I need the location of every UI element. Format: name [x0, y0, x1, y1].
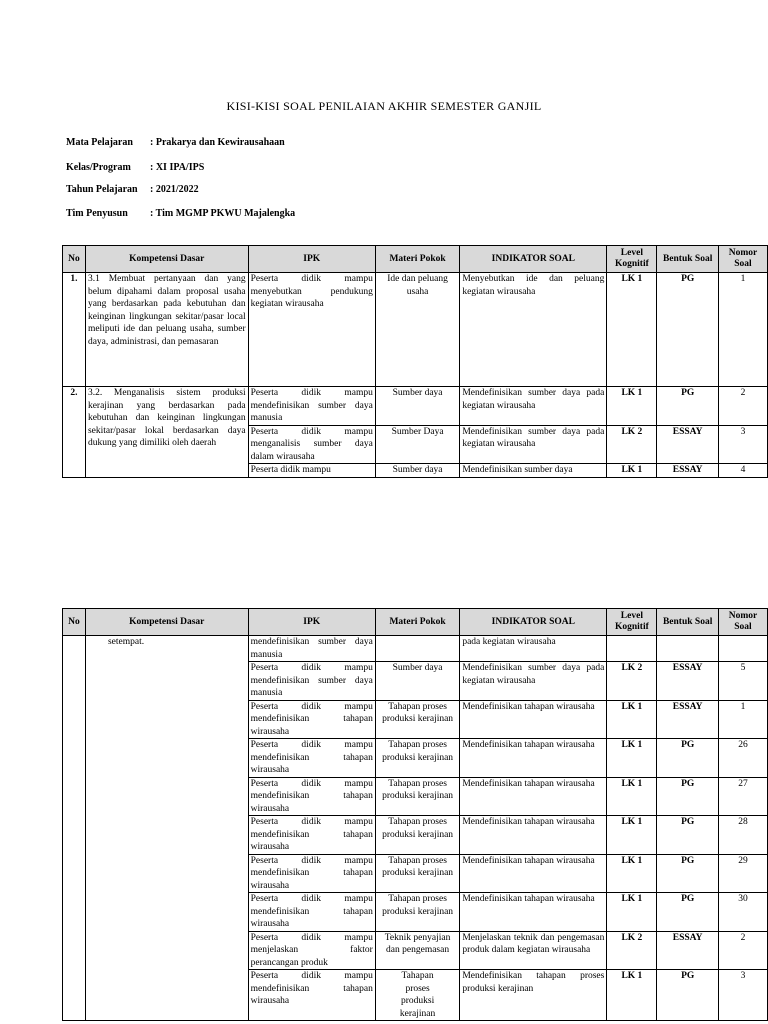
indikator-text: Mendefinisikan sumber daya [462, 465, 573, 475]
cell-nomor [718, 636, 767, 662]
meta-subject: Mata Pelajaran : Prakarya dan Kewirausahaan [66, 137, 285, 148]
cell-materi: Tahapan proses produksi kerajinan [375, 854, 459, 893]
cell-nomor: 3 [718, 425, 767, 464]
cell-indikator: Mendefinisikan tahapan wirausaha [460, 816, 607, 855]
cell-kd [85, 636, 248, 1021]
cell-materi: Tahapan proses produksi kerajinan [375, 739, 459, 778]
cell-ipk: Peserta didik mampu mendefinisikan tahapan wirausaha [248, 893, 375, 932]
cell-bentuk: PG [657, 816, 719, 855]
cell-ipk: Peserta didik mampu mendefinisikan tahapan wirausaha [248, 700, 375, 739]
table-header-row [63, 246, 768, 273]
cell-level: LK 2 [607, 425, 657, 464]
cell-level: LK 1 [607, 700, 657, 739]
cell-materi: Sumber daya [375, 464, 459, 478]
header-no: No [63, 246, 86, 273]
cell-ipk: mendefinisikan sumber daya manusia [248, 636, 375, 662]
header-nomor: Nomor Soal [718, 246, 767, 273]
cell-indikator: Mendefinisikan sumber daya pada kegiatan wirausaha [460, 425, 607, 464]
cell-materi: Sumber daya [375, 662, 459, 701]
cell-level: LK 1 [607, 387, 657, 426]
grid-table-page1 [62, 245, 768, 478]
document-title: KISI-KISI SOAL PENILAIAN AKHIR SEMESTER GANJIL [226, 99, 542, 113]
header-level: Level Kognitif [607, 246, 657, 273]
cell-nomor: 1 [718, 700, 767, 739]
cell-ipk: Peserta didik mampu menyebutkan pendukung kegiatan wirausaha [248, 273, 375, 387]
meta-class: Kelas/Program : XI IPA/IPS [66, 162, 205, 173]
cell-level: LK 1 [607, 739, 657, 778]
cell-indikator: Mendefinisikan tahapan proses produksi kerajinan [460, 970, 607, 1021]
header-bentuk: Bentuk Soal [657, 609, 719, 636]
cell-materi: Tahapan proses produksi kerajinan [375, 777, 459, 816]
cell-level: LK 2 [607, 662, 657, 701]
cell-indikator: Mendefinisikan tahapan wirausaha [460, 700, 607, 739]
cell-materi: Teknik penyajian dan pengemasan [375, 931, 459, 970]
ipk-text: Peserta didik mampu [250, 465, 331, 475]
cell-bentuk: PG [657, 854, 719, 893]
cell-nomor: 2 [718, 387, 767, 426]
cell-bentuk: PG [657, 739, 719, 778]
cell-level: LK 1 [607, 970, 657, 1021]
cell-no: 1. [63, 273, 86, 387]
cell-no [63, 636, 86, 1021]
cell-nomor: 1 [718, 273, 767, 387]
cell-materi [375, 636, 459, 662]
header-kd: Kompetensi Dasar [85, 609, 248, 636]
cell-bentuk: ESSAY [657, 700, 719, 739]
cell-ipk: Peserta didik mampu mendefinisikan tahapan wirausaha [248, 777, 375, 816]
header-bentuk: Bentuk Soal [657, 246, 719, 273]
header-materi: Materi Pokok [375, 609, 459, 636]
cell-nomor: 26 [718, 739, 767, 778]
header-indikator: INDIKATOR SOAL [460, 246, 607, 273]
cell-level: LK 1 [607, 273, 657, 387]
cell-level: LK 2 [607, 931, 657, 970]
cell-level: LK 1 [607, 816, 657, 855]
meta-team: Tim Penyusun : Tim MGMP PKWU Majalengka [66, 208, 296, 219]
cell-materi: Sumber Daya [375, 425, 459, 464]
cell-materi: Sumber daya [375, 387, 459, 426]
cell-bentuk: PG [657, 970, 719, 1021]
cell-indikator: Menjelaskan teknik dan pengemasan produk dalam kegiatan wirausaha [460, 931, 607, 970]
cell-ipk: Peserta didik mampu menganalisis sumber daya dalam wirausaha [248, 425, 375, 464]
cell-indikator: Mendefinisikan tahapan wirausaha [460, 739, 607, 778]
kd-text: 3.2. Menganalisis sistem produksi kerajinan yang berdasarkan pada kebutuhan dan keinginan lingkungan sekitar/pasar lokal berdasarkan daya dukung yang dimiliki oleh daerah [87, 388, 246, 448]
table-row [63, 273, 768, 387]
header-level: Level Kognitif [607, 609, 657, 636]
cell-indikator: pada kegiatan wirausaha [460, 636, 607, 662]
cell-indikator: Mendefinisikan tahapan wirausaha [460, 777, 607, 816]
cell-materi: Tahapan proses produksi kerajinan [375, 816, 459, 855]
cell-bentuk [657, 636, 719, 662]
cell-indikator: Mendefinisikan sumber daya pada kegiatan wirausaha [460, 662, 607, 701]
cell-indikator: Mendefinisikan tahapan wirausaha [460, 854, 607, 893]
cell-ipk: Peserta didik mampu mendefinisikan tahapan wirausaha [248, 854, 375, 893]
cell-ipk: Peserta didik mampu mendefinisikan sumber daya manusia [248, 387, 375, 426]
cell-no: 2. [63, 387, 86, 478]
grid-table-page2 [62, 608, 768, 1021]
cell-bentuk: ESSAY [657, 425, 719, 464]
header-materi: Materi Pokok [375, 246, 459, 273]
cell-nomor: 29 [718, 854, 767, 893]
cell-level [607, 636, 657, 662]
cell-bentuk: PG [657, 777, 719, 816]
header-indikator: INDIKATOR SOAL [460, 609, 607, 636]
cell-indikator: Menyebutkan ide dan peluang kegiatan wirausaha [460, 273, 607, 387]
cell-indikator: Mendefinisikan tahapan wirausaha [460, 893, 607, 932]
cell-indikator [460, 464, 607, 478]
header-no: No [63, 609, 86, 636]
cell-kd [85, 387, 248, 478]
cell-bentuk: PG [657, 387, 719, 426]
cell-nomor: 30 [718, 893, 767, 932]
cell-level: LK 1 [607, 464, 657, 478]
cell-ipk [248, 464, 375, 478]
cell-level: LK 1 [607, 777, 657, 816]
header-ipk: IPK [248, 609, 375, 636]
header-nomor: Nomor Soal [718, 609, 767, 636]
cell-ipk: Peserta didik mampu menjelaskan faktor perancangan produk [248, 931, 375, 970]
cell-materi: Tahapan proses produksi kerajinan [375, 893, 459, 932]
cell-level: LK 1 [607, 854, 657, 893]
cell-kd: 3.1 Membuat pertanyaan dan yang belum dipahami dalam proposal usaha yang berdasarkan pada kebutuhan dan keinginan lingkungan sekitar/pasar local meliputi ide dan peluang usaha, sumber daya, administrasi, dan pemasaran [85, 273, 248, 387]
kd-continuation: setempat. [107, 637, 145, 647]
cell-ipk: Peserta didik mampu mendefinisikan tahapan wirausaha [248, 816, 375, 855]
header-ipk: IPK [248, 246, 375, 273]
cell-indikator: Mendefinisikan sumber daya pada kegiatan wirausaha [460, 387, 607, 426]
cell-bentuk: ESSAY [657, 931, 719, 970]
cell-bentuk: PG [657, 273, 719, 387]
cell-nomor: 2 [718, 931, 767, 970]
table-header-row [63, 609, 768, 636]
header-kd: Kompetensi Dasar [85, 246, 248, 273]
cell-ipk: Peserta didik mampu mendefinisikan sumber daya manusia [248, 662, 375, 701]
cell-materi: Tahapan proses produksi kerajinan [375, 970, 459, 1021]
cell-nomor: 5 [718, 662, 767, 701]
cell-materi: Ide dan peluang usaha [375, 273, 459, 387]
cell-ipk: Peserta didik mampu mendefinisikan tahapan wirausaha [248, 739, 375, 778]
cell-nomor: 28 [718, 816, 767, 855]
cell-level: LK 1 [607, 893, 657, 932]
cell-nomor: 4 [718, 464, 767, 478]
cell-ipk: Peserta didik mampu mendefinisikan tahapan wirausaha [248, 970, 375, 1021]
cell-materi: Tahapan proses produksi kerajinan [375, 700, 459, 739]
cell-nomor: 27 [718, 777, 767, 816]
cell-bentuk: ESSAY [657, 464, 719, 478]
table-row [63, 636, 768, 662]
cell-bentuk: ESSAY [657, 662, 719, 701]
cell-bentuk: PG [657, 893, 719, 932]
cell-nomor: 3 [718, 970, 767, 1021]
table-row [63, 387, 768, 426]
meta-year: Tahun Pelajaran : 2021/2022 [66, 184, 199, 195]
